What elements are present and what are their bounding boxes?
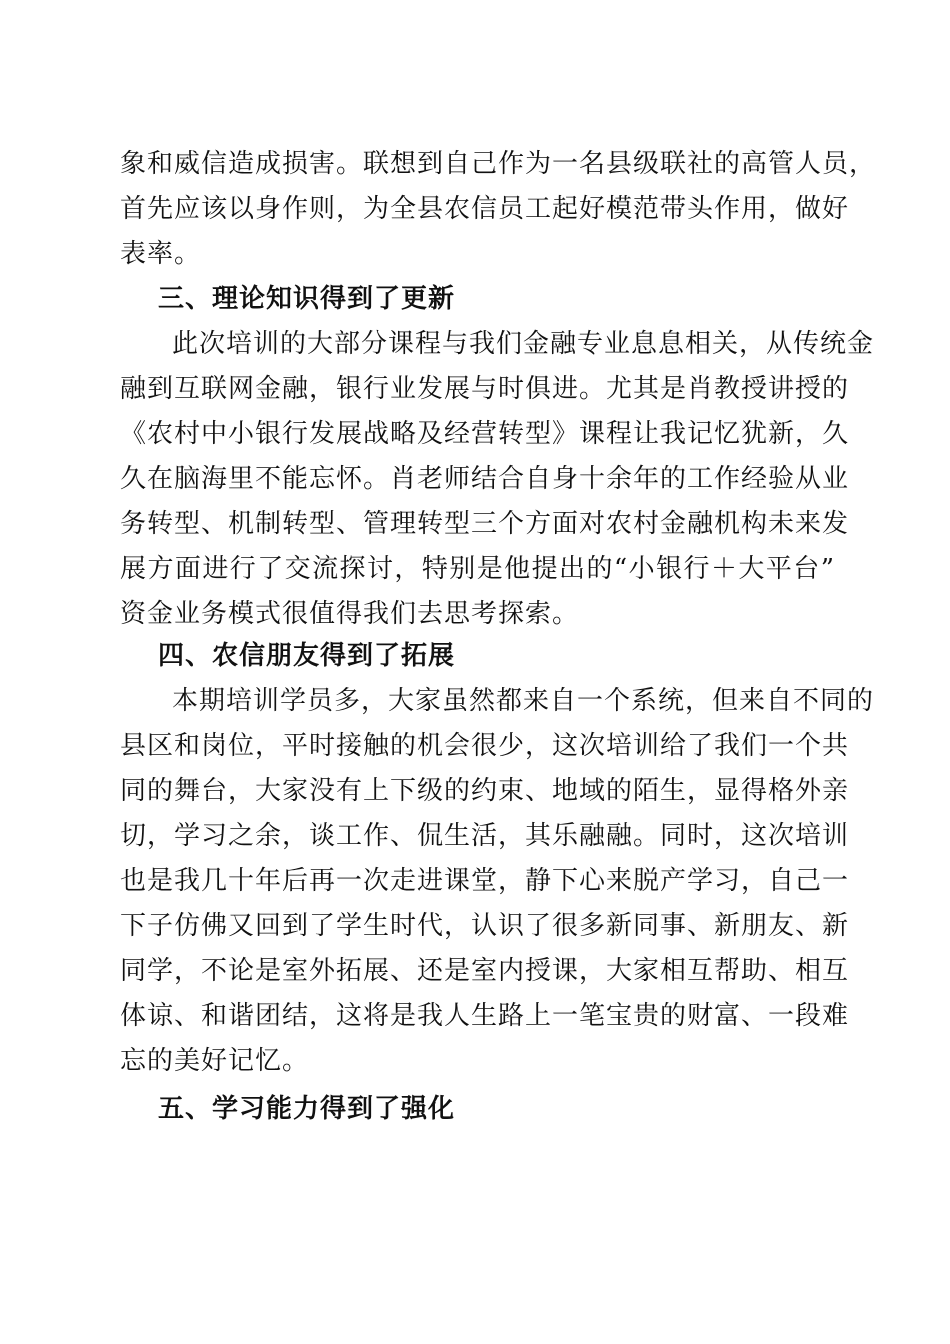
paragraph-line: 下子仿佛又回到了学生时代，认识了很多新同事、新朋友、新: [120, 911, 850, 941]
paragraph-line: 融到互联网金融，银行业发展与时俱进。尤其是肖教授讲授的: [120, 374, 850, 404]
paragraph-line: 同学，不论是室外拓展、还是室内授课，大家相互帮助、相互: [120, 956, 850, 986]
paragraph-line: 《农村中小银行发展战略及经营转型》课程让我记忆犹新，久: [120, 419, 850, 449]
paragraph-line: 首先应该以身作则，为全县农信员工起好模范带头作用，做好: [120, 194, 850, 224]
section-heading-4: 四、农信朋友得到了拓展: [158, 641, 456, 671]
paragraph-line: 此次培训的大部分课程与我们金融专业息息相关，从传统金: [172, 329, 875, 359]
paragraph-line: 同的舞台，大家没有上下级的约束、地域的陌生，显得格外亲: [120, 776, 850, 806]
paragraph-line: 务转型、机制转型、管理转型三个方面对农村金融机构未来发: [120, 509, 850, 539]
paragraph-line: 也是我几十年后再一次走进课堂，静下心来脱产学习，自己一: [120, 866, 850, 896]
paragraph-line: 县区和岗位，平时接触的机会很少，这次培训给了我们一个共: [120, 731, 850, 761]
paragraph-line: 体谅、和谐团结，这将是我人生路上一笔宝贵的财富、一段难: [120, 1001, 850, 1031]
paragraph-line: 象和威信造成损害。联想到自己作为一名县级联社的高管人员，: [120, 149, 877, 179]
paragraph-line: 切，学习之余，谈工作、侃生活，其乐融融。同时，这次培训: [120, 821, 850, 851]
section-heading-3: 三、理论知识得到了更新: [158, 284, 456, 314]
paragraph-line: 资金业务模式很值得我们去思考探索。: [120, 599, 580, 629]
paragraph-line: 展方面进行了交流探讨，特别是他提出的“小银行＋大平台”: [120, 554, 835, 584]
paragraph-line: 久在脑海里不能忘怀。肖老师结合自身十余年的工作经验从业: [120, 464, 850, 494]
paragraph-line: 表率。: [120, 239, 202, 269]
section-heading-5: 五、学习能力得到了强化: [158, 1094, 456, 1124]
paragraph-line: 本期培训学员多，大家虽然都来自一个系统，但来自不同的: [172, 686, 875, 716]
paragraph-line: 忘的美好记忆。: [120, 1046, 310, 1076]
